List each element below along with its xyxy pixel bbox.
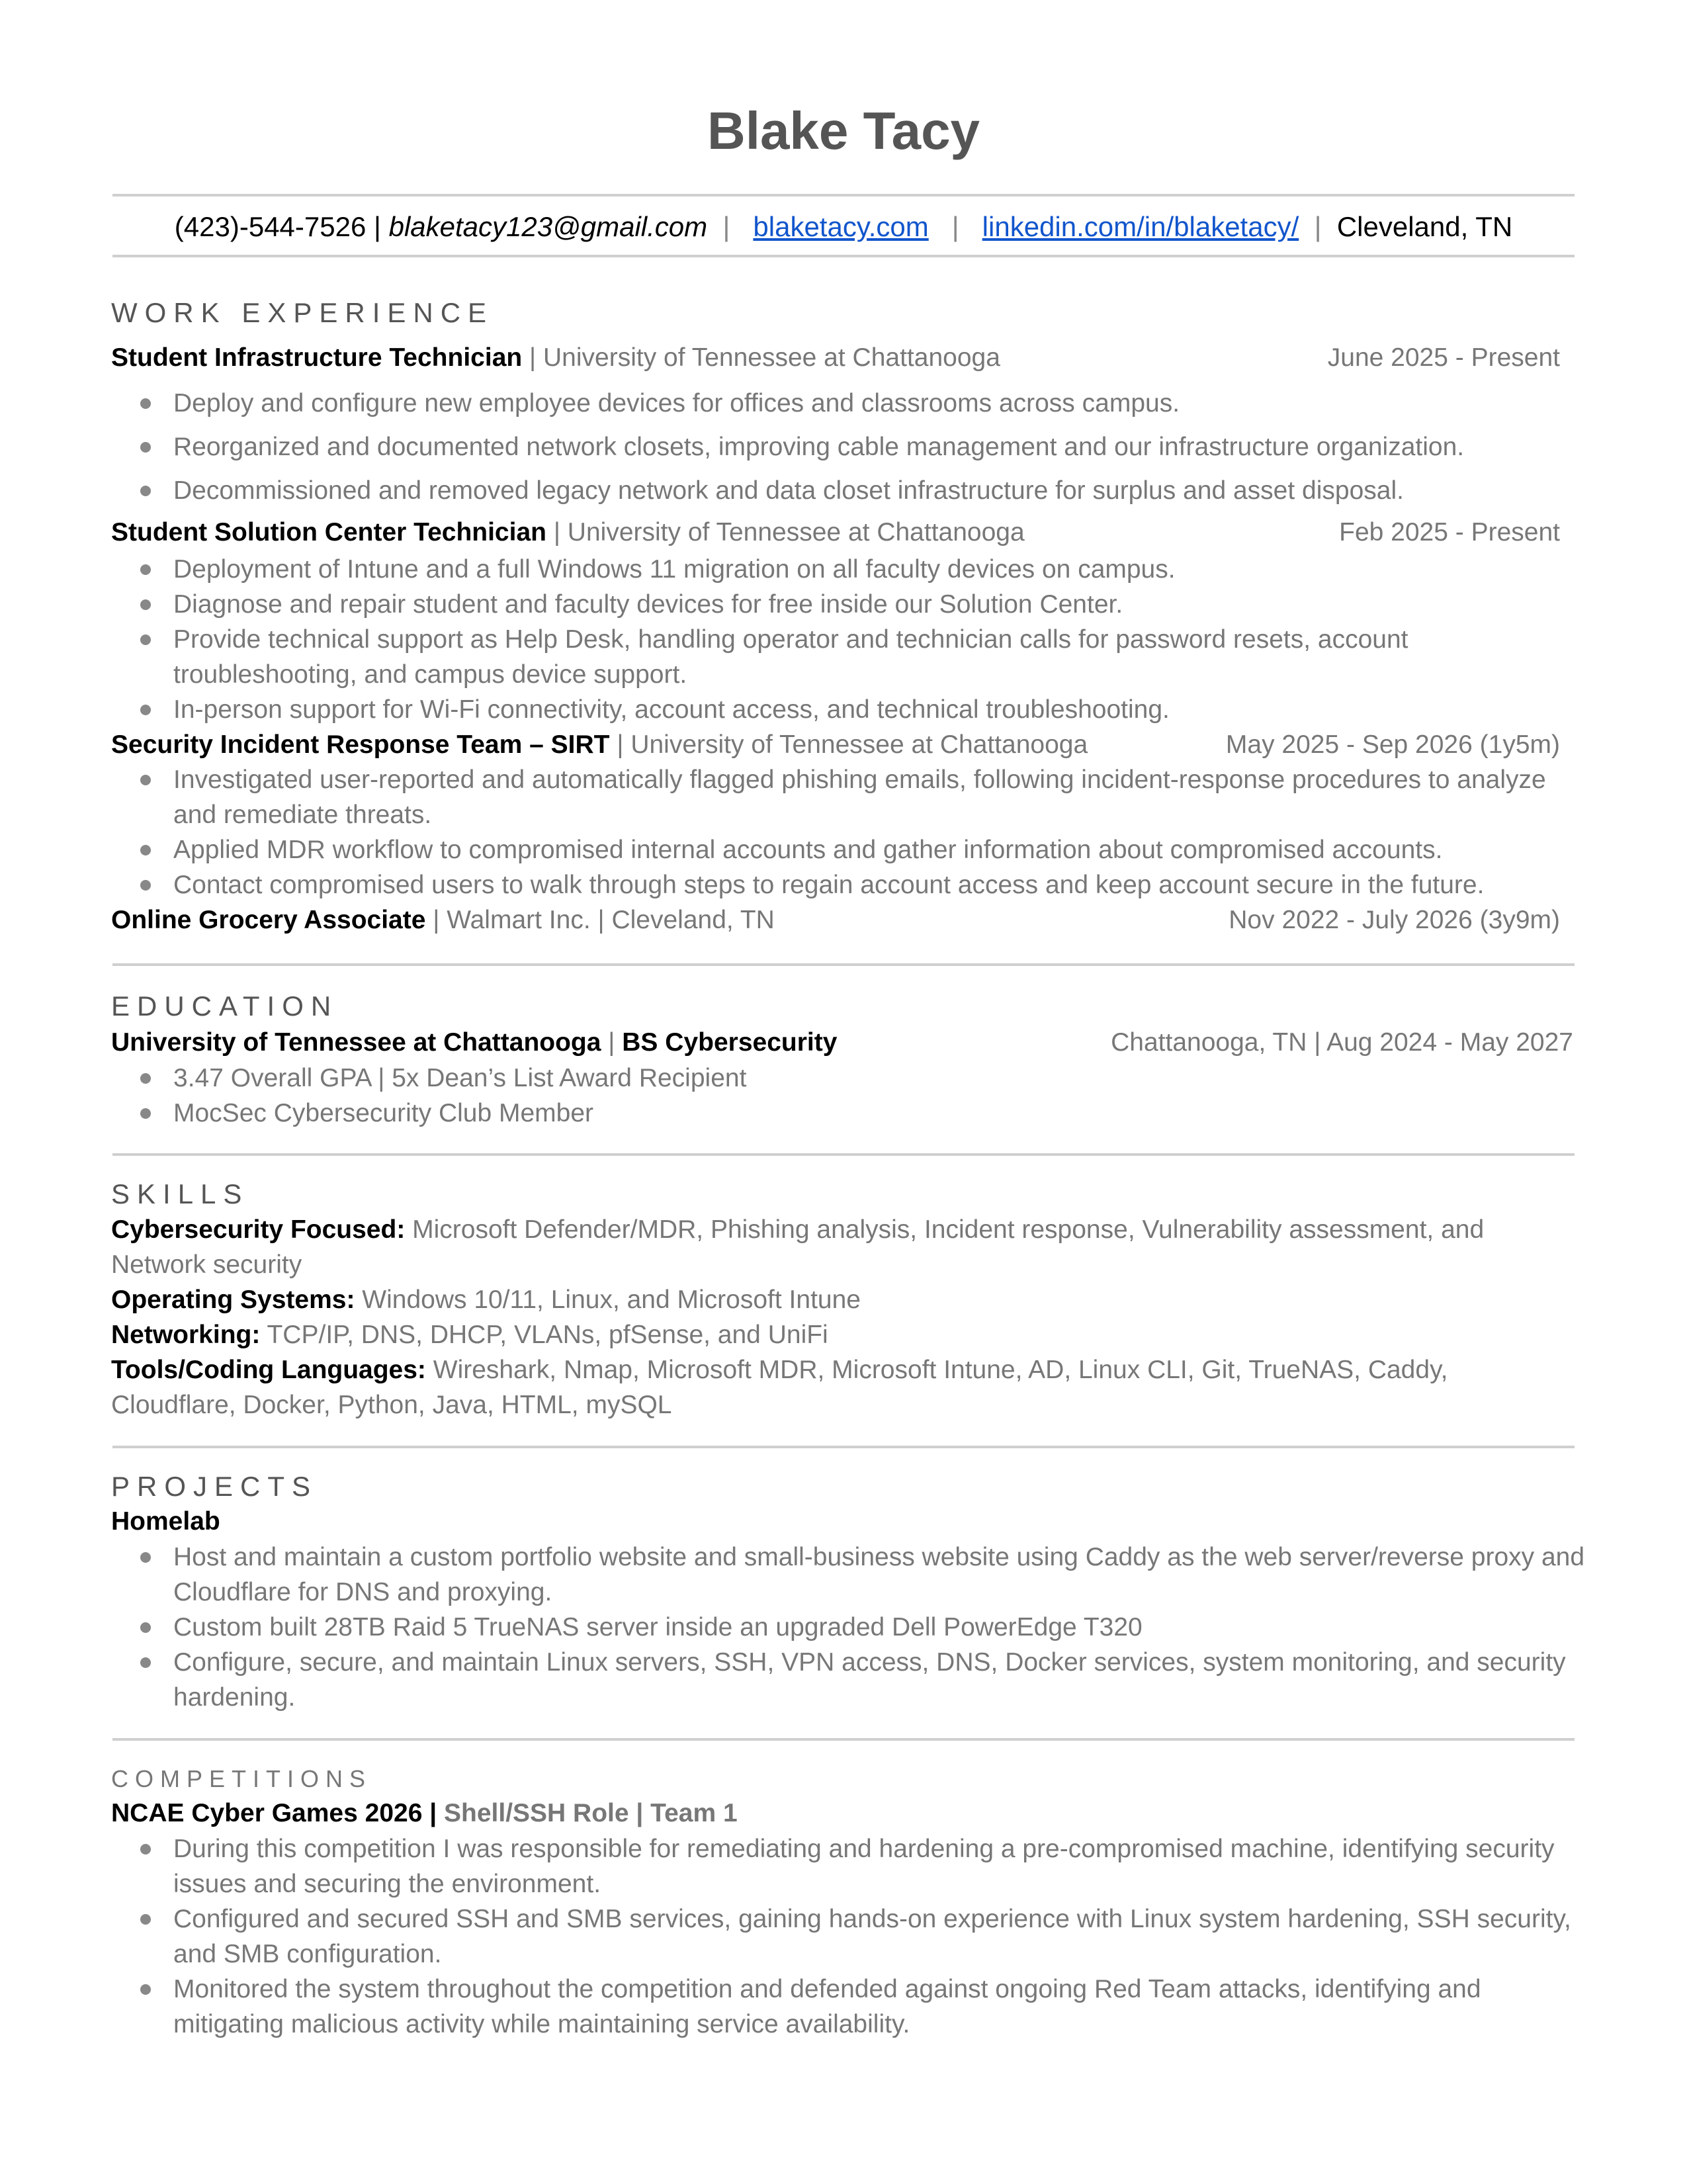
job-org: University of Tennessee at Chattanooga: [630, 730, 1088, 759]
separator: |: [374, 211, 389, 242]
section-title-skills: SKILLS: [111, 1178, 249, 1209]
separator: |: [936, 211, 974, 242]
list-item: Applied MDR workflow to compromised internal accounts and gather information about compromised accounts.: [173, 832, 1589, 867]
separator: |: [714, 211, 746, 242]
divider: [112, 255, 1575, 257]
competition-role: Shell/SSH Role | Team 1: [444, 1799, 738, 1827]
section-title-projects: PROJECTS: [111, 1471, 318, 1502]
list-item: Monitored the system throughout the competition and defended against ongoing Red Team attacks, identifying and mitigating malicious activity while maintaining service availability.: [173, 1972, 1589, 2042]
competition-row: [111, 1798, 738, 1829]
list-item: Configured and secured SSH and SMB services, gaining hands-on experience with Linux system hardening, SSH security, and SMB configuration.: [173, 1901, 1589, 1972]
section-title-competitions: COMPETITIONS: [111, 1765, 372, 1792]
list-item: Decommissioned and removed legacy network and data closet infrastructure for surplus and asset disposal.: [173, 473, 1589, 508]
job-date: Nov 2022 - July 2026 (3y9m): [1229, 906, 1560, 934]
list-item: During this competition I was responsible for remediating and hardening a pre-compromised machine, identifying security issues and securing the environment.: [173, 1831, 1589, 1901]
phone: (423)-544-7526: [174, 211, 367, 242]
job-date: May 2025 - Sep 2026 (1y5m): [1225, 730, 1560, 759]
skill-line: [111, 1352, 1567, 1422]
skill-value: Microsoft Defender/MDR, Phishing analysis, Incident response, Vulnerability assessment, and Network security: [111, 1215, 1485, 1279]
resume-name: Blake Tacy: [707, 101, 980, 160]
job-row: [111, 730, 1560, 761]
website-link[interactable]: blaketacy.com: [753, 211, 929, 242]
list-item: Custom built 28TB Raid 5 TrueNAS server inside an upgraded Dell PowerEdge T320: [173, 1610, 1589, 1645]
skill-value: Windows 10/11, Linux, and Microsoft Intune: [362, 1286, 861, 1314]
location: Cleveland, TN: [1336, 211, 1513, 242]
skill-label: Tools/Coding Languages:: [111, 1356, 426, 1384]
list-item: Contact compromised users to walk through steps to regain account access and keep account secure in the future.: [173, 867, 1589, 902]
school-name: University of Tennessee at Chattanooga: [111, 1028, 601, 1057]
contact-line: [0, 210, 1687, 243]
list-item: Host and maintain a custom portfolio website and small-business website using Caddy as the web server/reverse proxy and Cloudflare for DNS and proxying.: [173, 1540, 1589, 1610]
separator: |: [608, 1028, 623, 1057]
divider: [112, 1153, 1575, 1156]
email: blaketacy123@gmail.com: [388, 211, 708, 242]
list-item: Provide technical support as Help Desk, handling operator and technician calls for password resets, account troubleshooting, and campus device support.: [173, 622, 1589, 692]
list-item: 3.47 Overall GPA | 5x Dean’s List Award Recipient: [173, 1061, 1589, 1096]
competition-title: NCAE Cyber Games 2026 |: [111, 1799, 437, 1827]
job-org: University of Tennessee at Chattanooga: [567, 518, 1025, 546]
job-date: June 2025 - Present: [1327, 343, 1560, 372]
job-org: University of Tennessee at Chattanooga: [543, 343, 1000, 372]
list-item: Investigated user-reported and automatically flagged phishing emails, following incident-response procedures to analyze and remediate threats.: [173, 762, 1589, 832]
job-title: Security Incident Response Team – SIRT: [111, 730, 610, 759]
job-org: Walmart Inc. | Cleveland, TN: [447, 906, 775, 934]
job-title: Student Solution Center Technician: [111, 518, 546, 546]
list-item: Deploy and configure new employee devices for offices and classrooms across campus.: [173, 386, 1589, 421]
skill-label: Operating Systems:: [111, 1286, 355, 1314]
skill-label: Cybersecurity Focused:: [111, 1215, 406, 1244]
section-title-education: EDUCATION: [111, 990, 339, 1022]
list-item: Diagnose and repair student and faculty devices for free inside our Solution Center.: [173, 587, 1589, 622]
job-row: [111, 517, 1560, 548]
job-row: [111, 905, 1560, 936]
divider: [112, 1738, 1575, 1741]
list-item: In-person support for Wi-Fi connectivity, account access, and technical troubleshooting.: [173, 692, 1589, 727]
skill-label: Networking:: [111, 1321, 261, 1349]
linkedin-link[interactable]: linkedin.com/in/blaketacy/: [982, 211, 1299, 242]
job-date: Feb 2025 - Present: [1339, 518, 1560, 546]
skill-line: [111, 1317, 1567, 1352]
education-row: [111, 1027, 1573, 1059]
skill-line: [111, 1282, 1567, 1317]
skill-value: Wireshark, Nmap, Microsoft MDR, Microsoft Intune, AD, Linux CLI, Git, TrueNAS, Caddy, Cloudflare, Docker, Python, Java, HTML, mySQL: [111, 1356, 1448, 1419]
divider: [112, 1446, 1575, 1448]
job-title: Online Grocery Associate: [111, 906, 426, 934]
job-title: Student Infrastructure Technician: [111, 343, 523, 372]
list-item: Reorganized and documented network closets, improving cable management and our infrastructure organization.: [173, 429, 1589, 464]
list-item: MocSec Cybersecurity Club Member: [173, 1096, 1589, 1131]
education-date: Chattanooga, TN | Aug 2024 - May 2027: [1111, 1028, 1573, 1057]
list-item: Configure, secure, and maintain Linux servers, SSH, VPN access, DNS, Docker services, system monitoring, and security hardening.: [173, 1645, 1589, 1715]
list-item: Deployment of Intune and a full Windows 11 migration on all faculty devices on campus.: [173, 552, 1589, 587]
section-title-work: WORK EXPERIENCE: [111, 297, 494, 328]
separator: |: [1306, 211, 1330, 242]
separator: |: [433, 906, 447, 934]
separator: |: [529, 343, 544, 372]
divider: [112, 963, 1575, 966]
degree: BS Cybersecurity: [622, 1028, 838, 1057]
separator: |: [617, 730, 631, 759]
separator: |: [553, 518, 568, 546]
project-name: Homelab: [111, 1507, 220, 1536]
divider: [112, 194, 1575, 197]
skill-value: TCP/IP, DNS, DHCP, VLANs, pfSense, and UniFi: [267, 1321, 828, 1349]
skill-line: [111, 1212, 1567, 1282]
job-row: [111, 343, 1560, 374]
